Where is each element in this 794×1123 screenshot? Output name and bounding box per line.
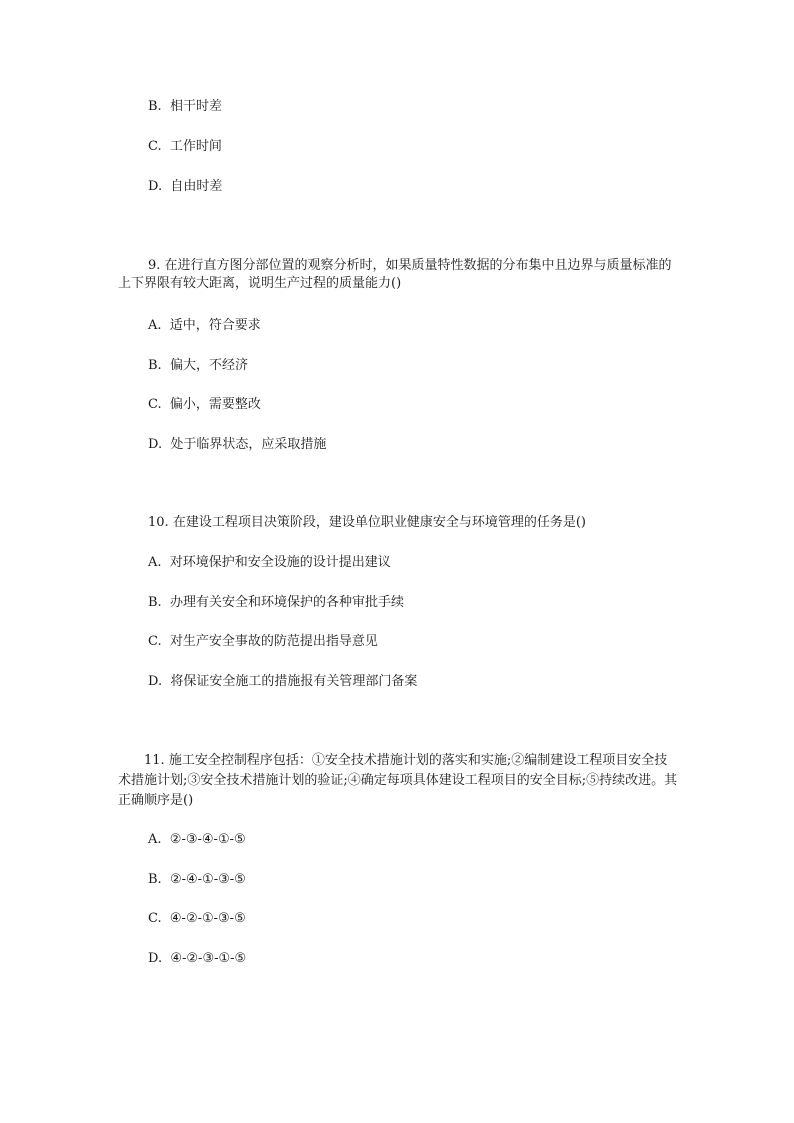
option-c [148, 138, 222, 156]
option-b [148, 98, 222, 116]
question-number: 10. [148, 515, 169, 530]
option-text: 对生产安全事故的防范提出指导意见 [169, 634, 378, 649]
option-label: A. [148, 555, 162, 570]
question-text: 在进行直方图分部位置的观察分析时，如果质量特性数据的分布集中且边界与质量标准的上下界限有较大距离，说明生产过程的质量能力() [118, 258, 672, 291]
option-text: ②-③-④-①-⑤ [169, 832, 246, 847]
option-label: B. [148, 99, 162, 114]
option-text: ④-②-③-①-⑤ [170, 951, 247, 966]
option-d [148, 178, 222, 196]
option-text: 处于临界状态，应采取措施 [170, 437, 327, 452]
option-text: 工作时间 [169, 139, 222, 154]
question-text: 施工安全控制程序包括：①安全技术措施计划的落实和实施;②编制建设工程项目安全技术措施计划;③安全技术措施计划的验证;④确定每项具体建设工程项目的安全目标;⑤持续改进。其正确顺序是() [118, 753, 678, 808]
q11-option-a [148, 831, 246, 849]
option-label: A. [148, 832, 162, 847]
q10-option-c [148, 633, 378, 651]
option-text: 偏大，不经济 [169, 358, 248, 373]
option-label: C. [148, 911, 162, 926]
question-text: 在建设工程项目决策阶段，建设单位职业健康安全与环境管理的任务是() [172, 515, 586, 530]
option-label: D. [148, 951, 163, 966]
option-text: 相干时差 [169, 99, 222, 114]
option-label: D. [148, 179, 163, 194]
q9-option-b [148, 357, 248, 375]
q9-option-a [148, 317, 261, 335]
question-9 [118, 257, 678, 293]
option-text: 偏小，需要整改 [169, 397, 261, 412]
option-text: 对环境保护和安全设施的设计提出建议 [169, 555, 391, 570]
option-label: B. [148, 358, 162, 373]
q11-option-c [148, 910, 246, 928]
option-label: C. [148, 139, 162, 154]
q11-option-d [148, 950, 246, 968]
option-text: 适中，符合要求 [169, 318, 261, 333]
q9-option-d [148, 436, 326, 454]
option-text: ④-②-①-③-⑤ [169, 911, 246, 926]
question-10 [148, 514, 688, 532]
question-number: 9. [148, 258, 161, 273]
option-text: 将保证安全施工的措施报有关管理部门备案 [170, 674, 418, 689]
q11-option-b [148, 871, 246, 889]
option-label: B. [148, 595, 162, 610]
option-text: 办理有关安全和环境保护的各种审批手续 [169, 595, 404, 610]
q10-option-d [148, 673, 417, 691]
option-label: C. [148, 397, 162, 412]
q10-option-a [148, 554, 391, 572]
option-text: ②-④-①-③-⑤ [169, 872, 246, 887]
option-text: 自由时差 [170, 179, 223, 194]
option-label: D. [148, 674, 163, 689]
option-label: A. [148, 318, 162, 333]
q9-option-c [148, 396, 261, 414]
question-11 [118, 751, 678, 811]
option-label: B. [148, 872, 162, 887]
option-label: D. [148, 437, 163, 452]
option-label: C. [148, 634, 162, 649]
q10-option-b [148, 594, 404, 612]
question-number: 11. [144, 753, 165, 768]
